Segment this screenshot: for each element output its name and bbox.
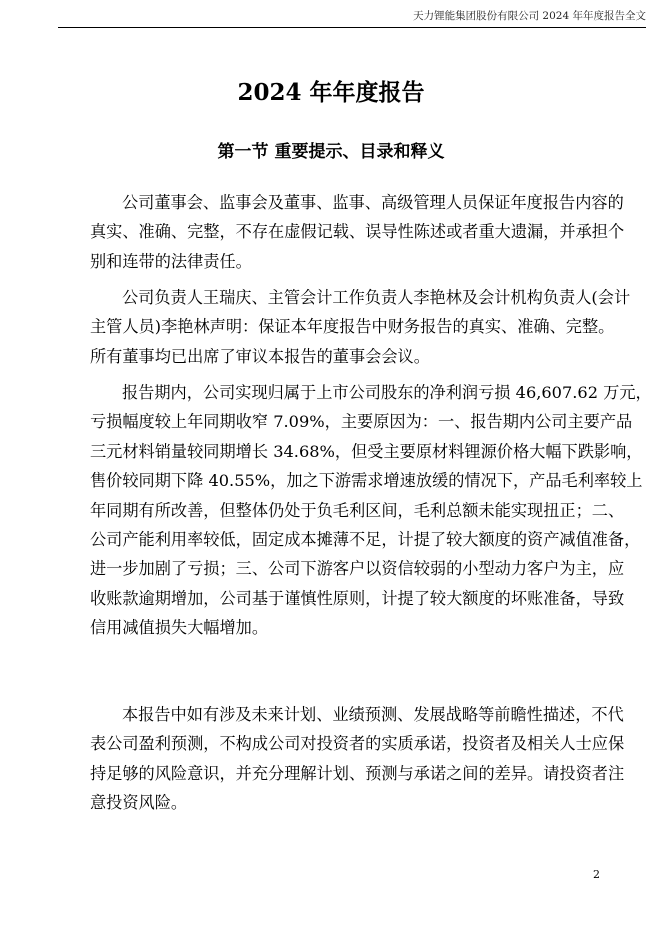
paragraph-line: 报告期内，公司实现归属于上市公司股东的净利润亏损 46,607.62 万元， [122, 383, 652, 402]
paragraph-line: 主管人员)李艳林声明：保证本年度报告中财务报告的真实、准确、完整。 [90, 317, 615, 337]
paragraph-line: 进一步加剧了亏损；三、公司下游客户以资信较弱的小型动力客户为主，应 [90, 559, 625, 579]
paragraph-line: 收账款逾期增加，公司基于谨慎性原则，计提了较大额度的坏账准备，导致 [90, 588, 625, 608]
paragraph-forward-looking [90, 700, 625, 818]
paragraph-assurance [90, 188, 625, 276]
paragraph-line: 售价较同期下降 40.55%，加之下游需求增速放缓的情况下，产品毛利率较上 [90, 471, 643, 491]
paragraph-line: 亏损幅度较上年同期收窄 7.09%，主要原因为：一、报告期内公司主要产品 [90, 412, 633, 432]
paragraph-declaration [90, 283, 631, 371]
paragraph-line: 公司产能利用率较低，固定成本摊薄不足，计提了较大额度的资产减值准备， [90, 529, 641, 549]
paragraph-line: 公司负责人王瑞庆、主管会计工作负责人李艳林及会计机构负责人(会计 [122, 288, 631, 307]
paragraph-line: 年同期有所改善，但整体仍处于负毛利区间，毛利总额未能实现扭正；二、 [90, 500, 625, 520]
paragraph-line: 别和连带的法律责任。 [90, 251, 252, 271]
header-rule [58, 27, 646, 28]
page-number: 2 [593, 868, 600, 881]
paragraph-line: 所有董事均已出席了审议本报告的董事会会议。 [90, 346, 430, 366]
report-title: 2024 年年度报告 [237, 79, 425, 106]
running-header: 天力锂能集团股份有限公司 2024 年年度报告全文 [413, 10, 646, 22]
paragraph-line: 意投资风险。 [90, 793, 188, 813]
paragraph-line: 三元材料销量较同期增长 34.68%，但受主要原材料锂源价格大幅下跌影响， [90, 441, 643, 461]
paragraph-line: 本报告中如有涉及未来计划、业绩预测、发展战略等前瞻性描述，不代 [122, 705, 624, 724]
paragraph-line: 表公司盈利预测，不构成公司对投资者的实质承诺，投资者及相关人士应保 [90, 734, 625, 754]
paragraph-line: 持足够的风险意识，并充分理解计划、预测与承诺之间的差异。请投资者注 [90, 763, 625, 783]
paragraph-line: 信用减值损失大幅增加。 [90, 618, 269, 638]
section-heading: 第一节 重要提示、目录和释义 [217, 142, 445, 162]
paragraph-line: 公司董事会、监事会及董事、监事、高级管理人员保证年度报告内容的 [122, 193, 624, 212]
paragraph-performance [90, 378, 652, 643]
paragraph-line: 真实、准确、完整，不存在虚假记载、误导性陈述或者重大遗漏，并承担个 [90, 222, 625, 242]
